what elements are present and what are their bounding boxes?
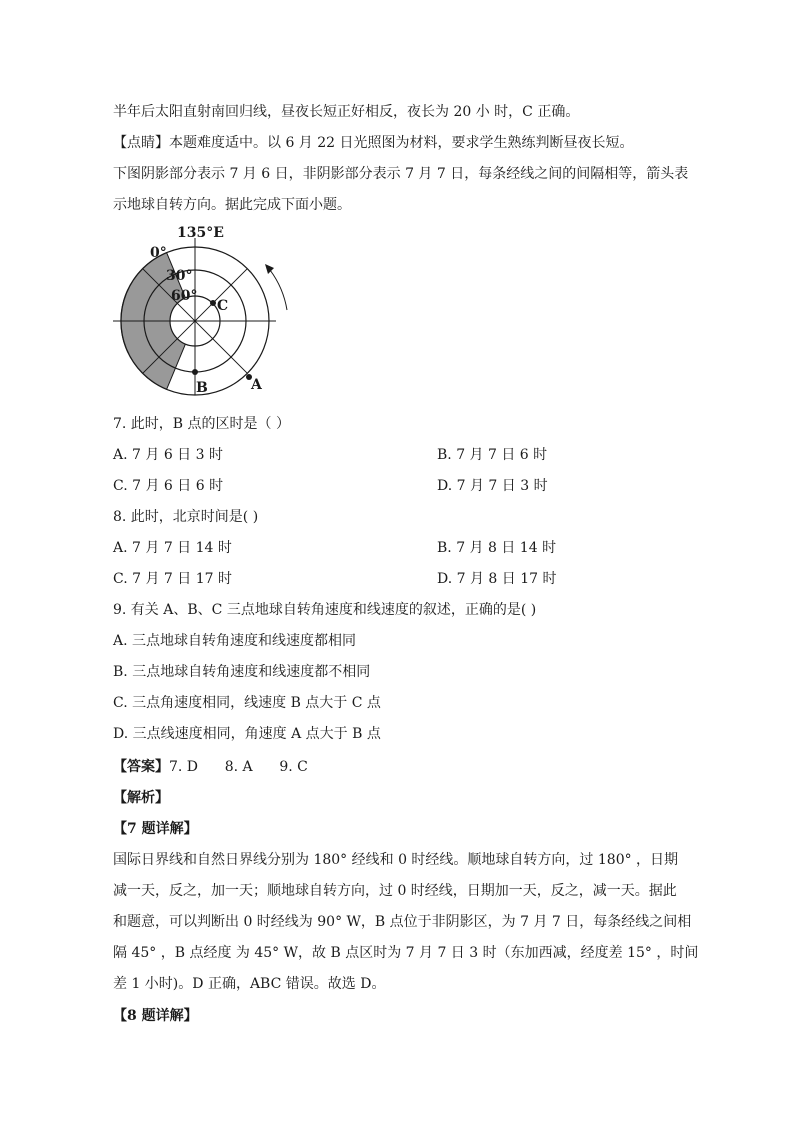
- question-7-option-c: C. 7 月 6 日 6 时: [113, 478, 224, 494]
- question-8-option-b: B. 7 月 8 日 14 时: [437, 540, 557, 556]
- detail-7-heading: 【7 题详解】: [113, 821, 198, 837]
- label-135E: 135°E: [177, 225, 224, 241]
- paragraph-tip: 【点睛】本题难度适中。以 6 月 22 日光照图为材料，要求学生熟练判断昼夜长短。: [113, 135, 634, 151]
- question-7-option-a: A. 7 月 6 日 3 时: [113, 447, 223, 463]
- question-7-option-d: D. 7 月 7 日 3 时: [437, 478, 548, 494]
- question-8-stem: 8. 此时，北京时间是( ): [113, 509, 259, 525]
- question-8-option-c: C. 7 月 7 日 17 时: [113, 571, 232, 587]
- rotation-arrow: [270, 270, 287, 310]
- detail-8-heading: 【8 题详解】: [113, 1008, 198, 1024]
- detail-7-line-3: 和题意，可以判断出 0 时经线为 90° W，B 点位于非阴影区，为 7 月 7 日，每条经线之间相: [113, 914, 692, 930]
- question-7-option-b: B. 7 月 7 日 6 时: [437, 447, 548, 463]
- label-0deg: 0°: [150, 245, 167, 261]
- detail-7-line-1: 国际日界线和自然日界线分别为 180° 经线和 0 时经线。顺地球自转方向，过 180° ，日期: [113, 852, 679, 868]
- point-C: [210, 300, 216, 306]
- answer-text: 7. D 8. A 9. C: [169, 759, 308, 775]
- paragraph-intro-1: 下图阴影部分表示 7 月 6 日，非阴影部分表示 7 月 7 日，每条经线之间的间隔相等，箭头表: [113, 166, 689, 182]
- paragraph-conclusion: 半年后太阳直射南回归线，昼夜长短正好相反，夜长为 20 小 时，C 正确。: [113, 104, 580, 120]
- point-B: [192, 369, 198, 375]
- answer-label: 【答案】: [113, 759, 169, 775]
- label-B: B: [196, 380, 208, 396]
- question-9-option-c: C. 三点角速度相同，线速度 B 点大于 C 点: [113, 695, 381, 711]
- question-9-stem: 9. 有关 A、B、C 三点地球自转角速度和线速度的叙述，正确的是( ): [113, 602, 537, 618]
- paragraph-intro-2: 示地球自转方向。据此完成下面小题。: [113, 197, 351, 213]
- label-30deg: 30°: [166, 268, 193, 284]
- detail-7-line-4: 隔 45° ，B 点经度 为 45° W，故 B 点区时为 7 月 7 日 3 时（东加西减，经度差 15° ，时间: [113, 945, 699, 961]
- rotation-arrowhead: [265, 264, 274, 274]
- detail-7-line-2: 减一天，反之，加一天；顺地球自转方向，过 0 时经线，日期加一天，反之，减一天。据此: [113, 883, 677, 899]
- question-7-stem: 7. 此时，B 点的区时是（ ）: [113, 416, 290, 432]
- question-9-option-d: D. 三点线速度相同，角速度 A 点大于 B 点: [113, 726, 381, 742]
- label-A: A: [251, 377, 262, 393]
- polar-sunlight-diagram: [110, 224, 292, 400]
- label-C: C: [217, 298, 229, 314]
- detail-7-line-5: 差 1 小时)。D 正确，ABC 错误。故选 D。: [113, 976, 386, 992]
- question-9-option-b: B. 三点地球自转角速度和线速度都不相同: [113, 664, 371, 680]
- label-60deg: 60°: [171, 288, 198, 304]
- question-8-option-a: A. 7 月 7 日 14 时: [113, 540, 232, 556]
- question-9-option-a: A. 三点地球自转角速度和线速度都相同: [113, 633, 357, 649]
- answer-line: [113, 757, 308, 777]
- analysis-heading: 【解析】: [113, 790, 169, 806]
- question-8-option-d: D. 7 月 8 日 17 时: [437, 571, 557, 587]
